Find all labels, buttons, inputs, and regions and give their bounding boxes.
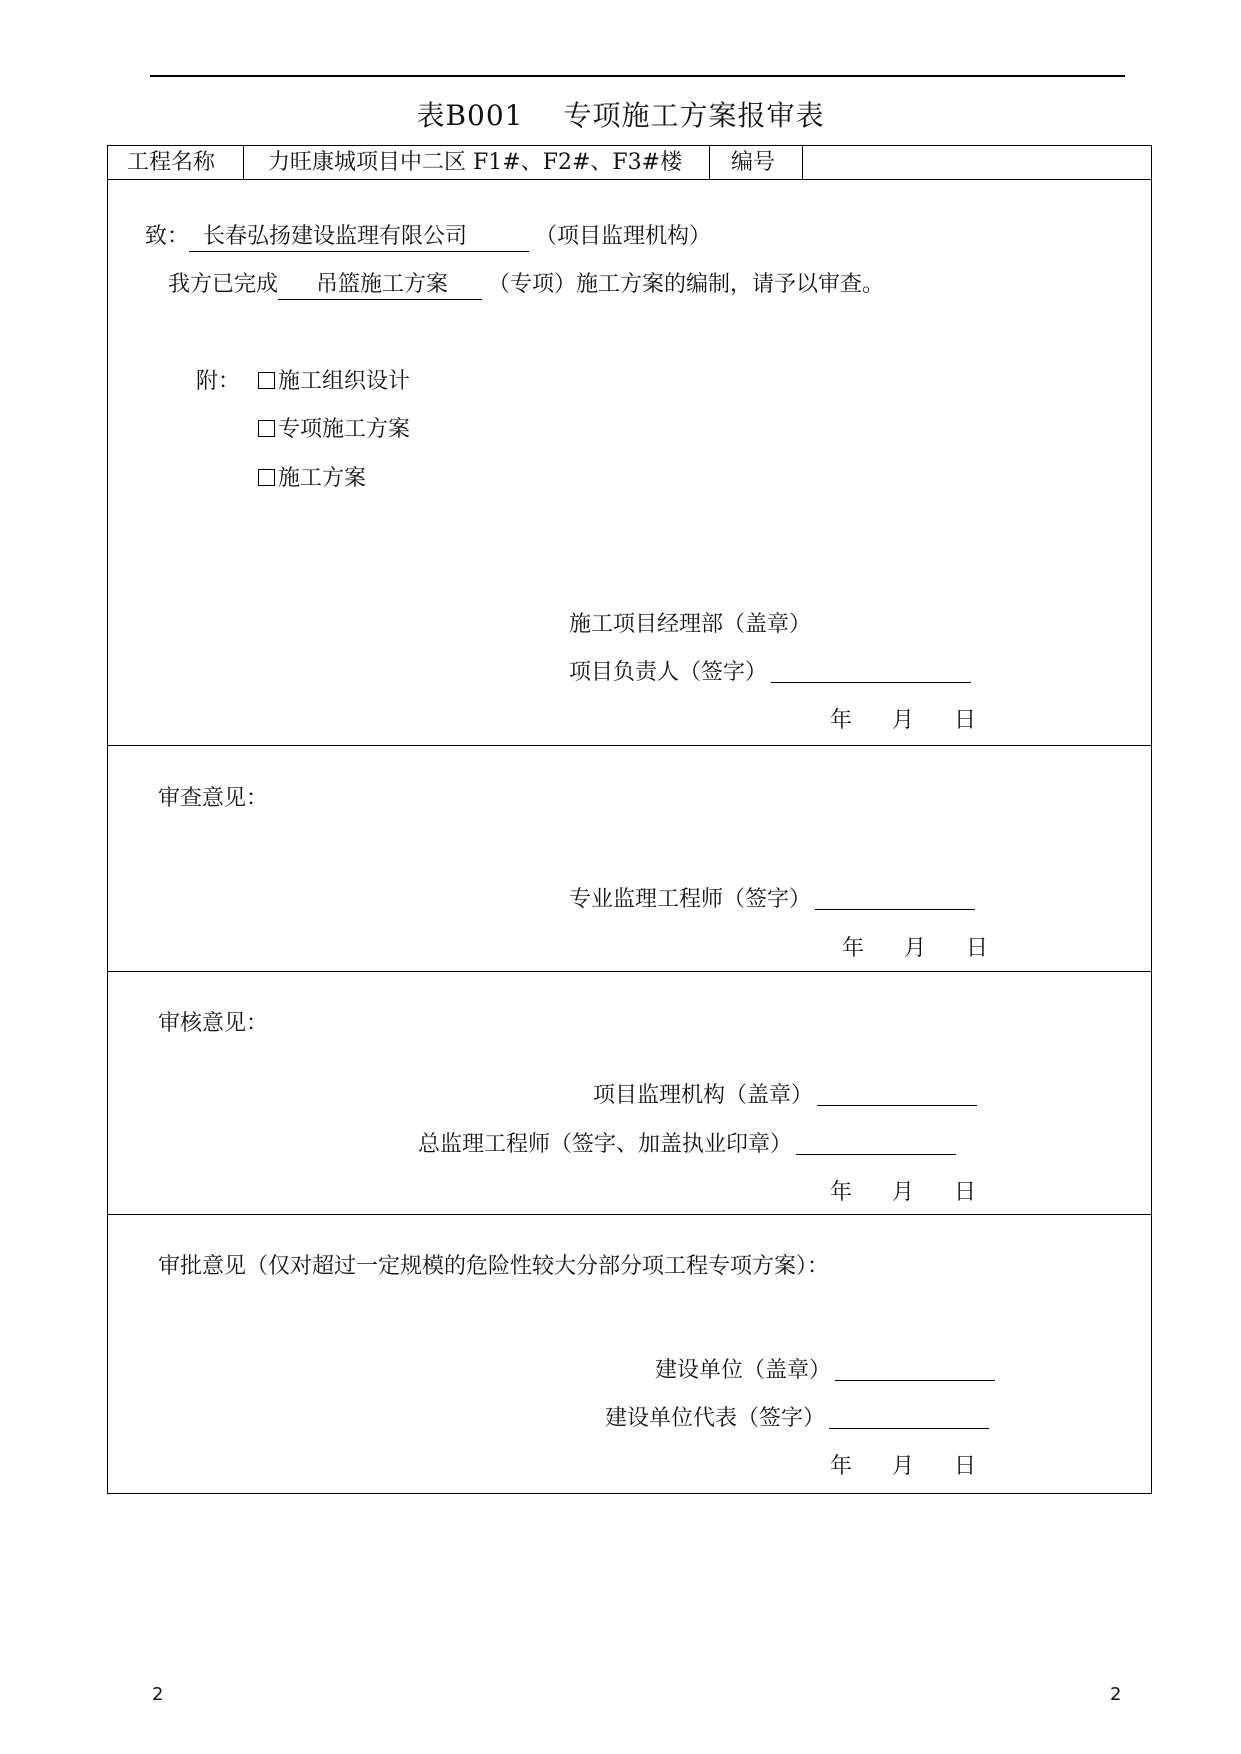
attachment-label: 附： <box>196 369 241 394</box>
date-row-2 <box>842 934 988 964</box>
section-divider-2 <box>107 971 1152 972</box>
contractor-sign-field[interactable] <box>771 658 971 683</box>
attachment-option-label: 施工组织设计 <box>278 369 411 394</box>
engineer-sign-label: 专业监理工程师（签字） <box>569 887 812 912</box>
form-title <box>0 94 1241 134</box>
contractor-sign-label: 项目负责人（签字） <box>569 660 768 685</box>
project-name-label: 工程名称 <box>127 150 216 175</box>
approval-opinion-heading: 审批意见（仅对超过一定规模的危险性较大分部分项工程专项方案）： <box>158 1254 830 1279</box>
supervision-stamp-row <box>593 1081 977 1111</box>
project-name-value: 力旺康城项目中二区 F1#、F2#、F3#楼 <box>268 150 683 175</box>
form-name: 专项施工方案报审表 <box>563 99 825 132</box>
date-month: 月 <box>892 1180 915 1205</box>
attachment-option-3[interactable] <box>258 464 366 494</box>
chief-engineer-sign-row <box>418 1130 956 1160</box>
date-day: 日 <box>954 1454 977 1479</box>
supervision-stamp-label: 项目监理机构（盖章） <box>593 1083 814 1108</box>
date-year: 年 <box>830 1180 853 1205</box>
checkbox-icon[interactable] <box>258 372 275 389</box>
header-row-divider <box>107 179 1152 180</box>
contractor-sign-row <box>569 658 971 688</box>
addressee-field[interactable]: 长春弘扬建设监理有限公司 <box>189 223 529 252</box>
completion-prefix: 我方已完成 <box>168 272 279 297</box>
form-code: 表B001 <box>416 99 524 132</box>
addressee-suffix: （项目监理机构） <box>535 224 712 249</box>
review-opinion-heading: 审查意见： <box>158 786 269 811</box>
completion-suffix: （专项）施工方案的编制，请予以审查。 <box>488 272 885 297</box>
checkbox-icon[interactable] <box>258 469 275 486</box>
page-number-right: 2 <box>1110 1684 1122 1705</box>
audit-opinion-heading: 审核意见： <box>158 1011 269 1036</box>
engineer-sign-row <box>569 885 975 915</box>
date-year: 年 <box>830 708 853 733</box>
header-col-divider-2 <box>709 145 710 179</box>
owner-stamp-row <box>655 1356 995 1386</box>
engineer-sign-field[interactable] <box>815 885 975 910</box>
attachment-option-label: 施工方案 <box>278 466 367 491</box>
date-row-3 <box>830 1178 976 1208</box>
section-divider-1 <box>107 745 1152 746</box>
date-row-1 <box>830 706 976 736</box>
date-year: 年 <box>842 936 865 961</box>
attachment-option-label: 专项施工方案 <box>278 417 411 442</box>
date-day: 日 <box>954 708 977 733</box>
owner-stamp-field[interactable] <box>835 1356 995 1381</box>
contractor-stamp-label: 施工项目经理部（盖章） <box>569 612 812 637</box>
attachment-option-2[interactable] <box>258 415 410 445</box>
chief-engineer-sign-label: 总监理工程师（签字、加盖执业印章） <box>418 1132 793 1157</box>
checkbox-icon[interactable] <box>258 420 275 437</box>
owner-rep-sign-field[interactable] <box>829 1404 989 1429</box>
plan-name-field[interactable]: 吊篮施工方案 <box>278 271 482 300</box>
header-col-divider-3 <box>802 145 803 179</box>
owner-rep-sign-row <box>605 1404 989 1434</box>
section-divider-3 <box>107 1214 1152 1215</box>
date-row-4 <box>830 1452 976 1482</box>
attachment-option-1[interactable] <box>258 367 410 397</box>
date-day: 日 <box>954 1180 977 1205</box>
date-year: 年 <box>830 1454 853 1479</box>
chief-engineer-sign-field[interactable] <box>796 1130 956 1155</box>
header-rule <box>150 75 1125 77</box>
date-day: 日 <box>966 936 989 961</box>
form-table <box>107 145 1152 1494</box>
date-month: 月 <box>892 1454 915 1479</box>
addressee-line <box>145 222 711 252</box>
addressee-prefix: 致： <box>145 224 190 249</box>
header-col-divider-1 <box>243 145 244 179</box>
page-number-left: 2 <box>152 1684 164 1705</box>
number-label: 编号 <box>731 150 776 175</box>
owner-stamp-label: 建设单位（盖章） <box>655 1358 832 1383</box>
date-month: 月 <box>892 708 915 733</box>
completion-line <box>168 270 884 300</box>
supervision-stamp-field[interactable] <box>817 1081 977 1106</box>
owner-rep-sign-label: 建设单位代表（签字） <box>605 1406 826 1431</box>
date-month: 月 <box>904 936 927 961</box>
